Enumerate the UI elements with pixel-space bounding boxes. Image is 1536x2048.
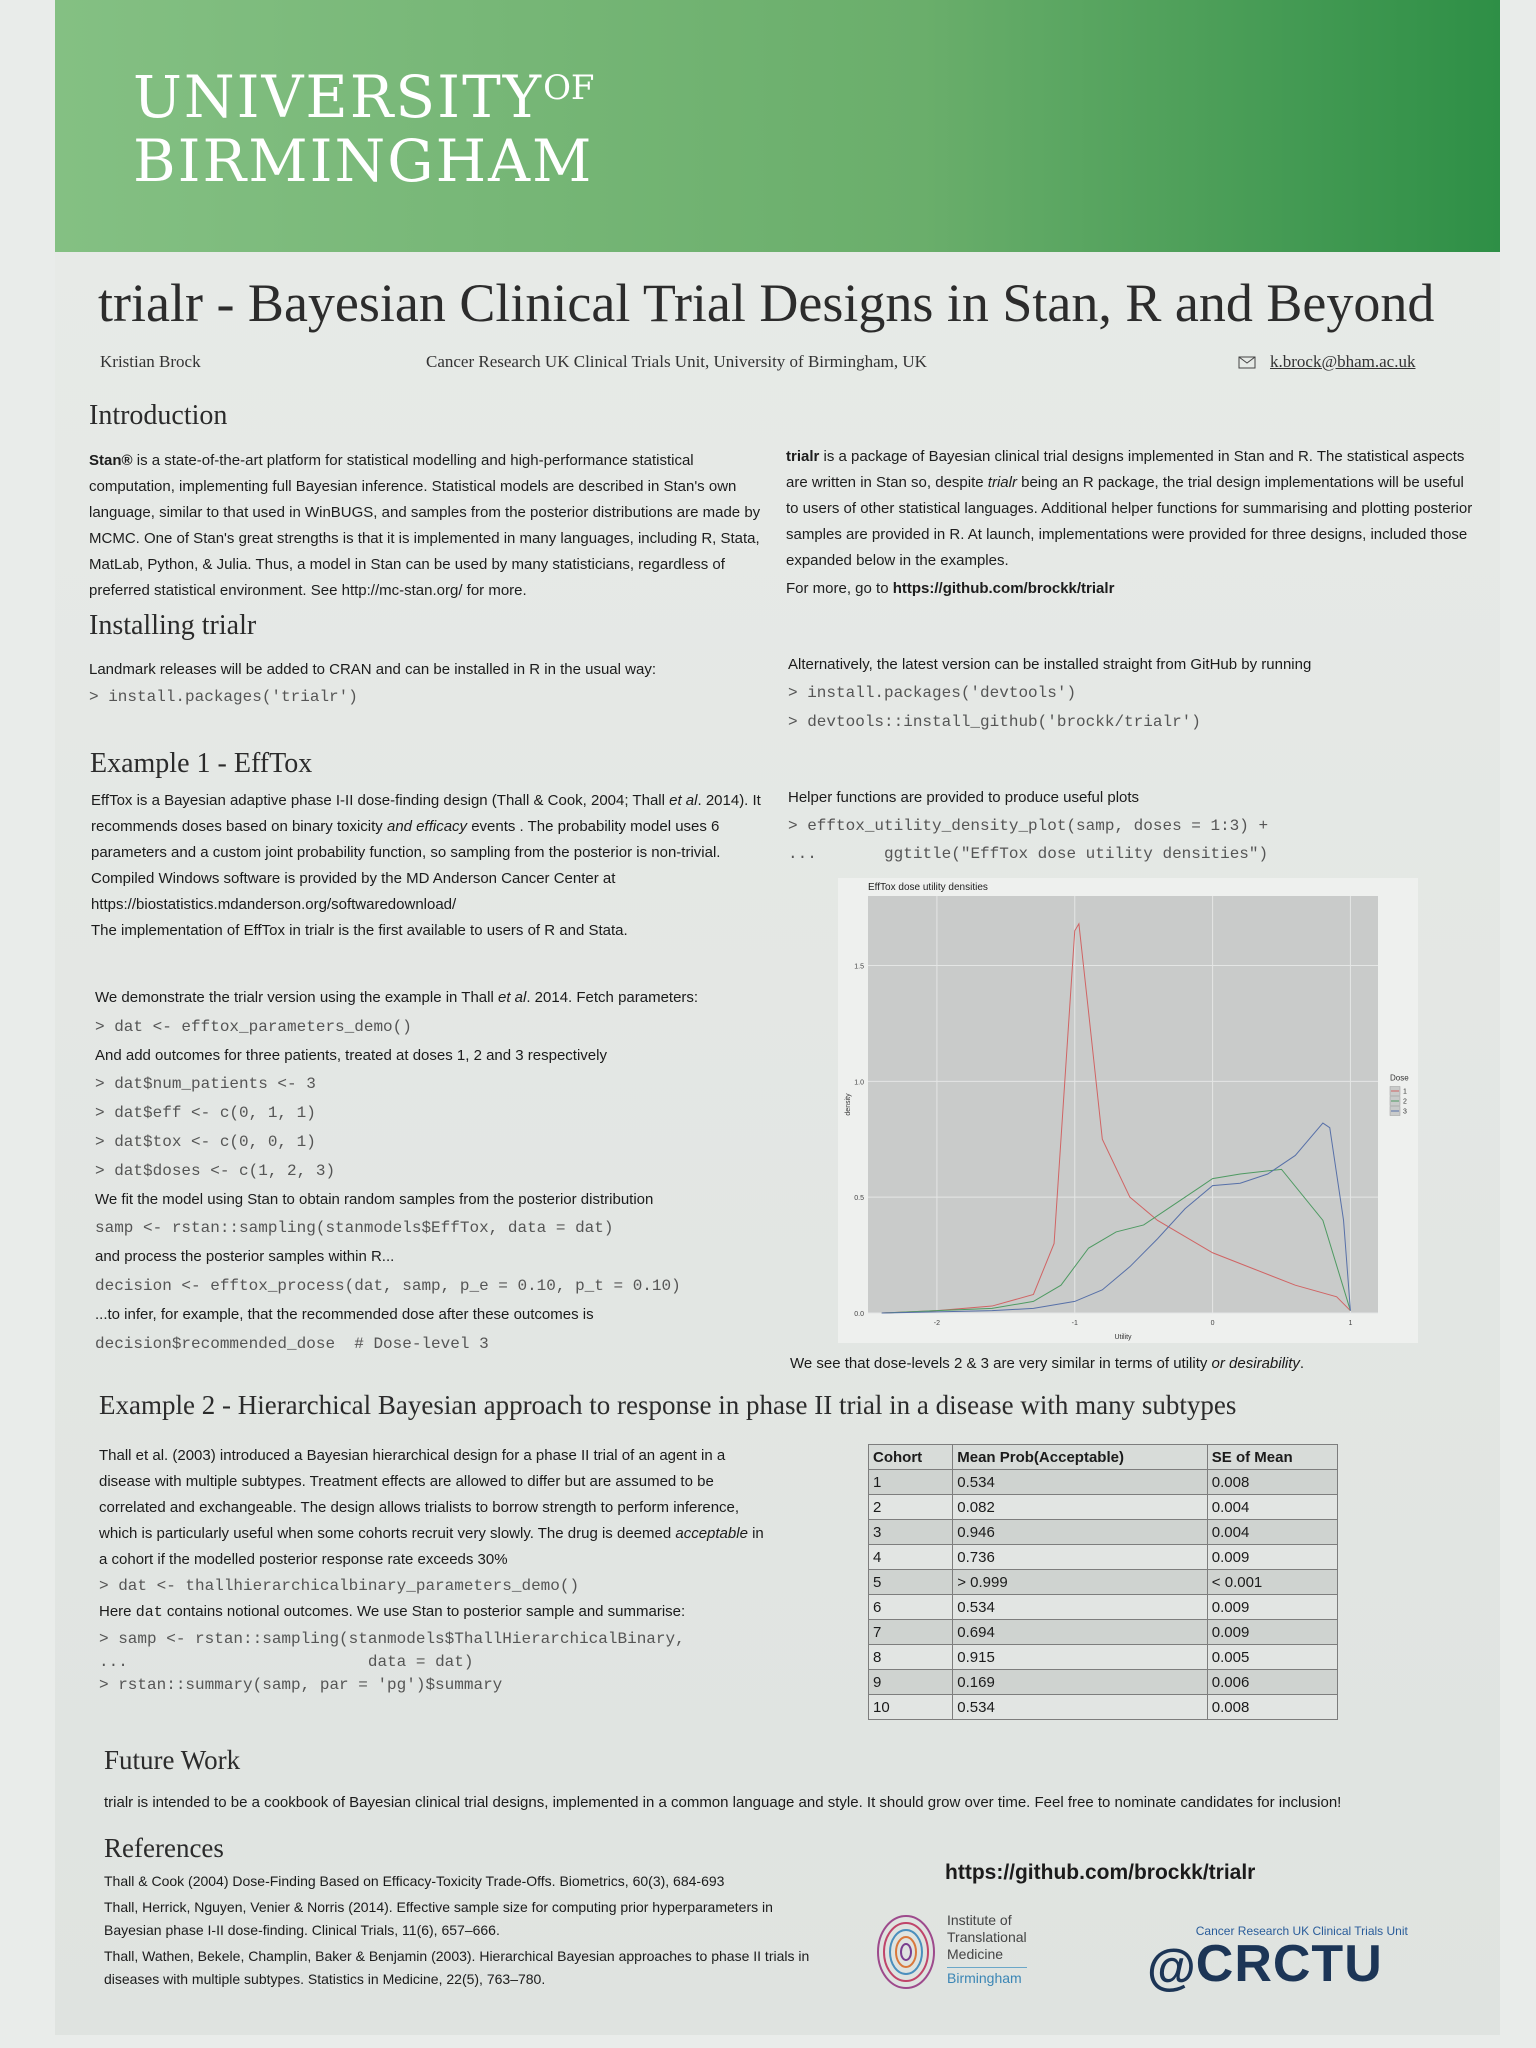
legend-label: 2	[1403, 1098, 1407, 1106]
github-link[interactable]: https://github.com/brockk/trialr	[892, 580, 1115, 597]
itm-line-3: Medicine	[947, 1946, 1004, 1962]
example2-p1-b: in a cohort if the modelled posterior response rate exceeds 30%	[99, 1525, 764, 1568]
table-cell: 1	[869, 1470, 953, 1495]
table-cell: 0.009	[1207, 1620, 1337, 1645]
poster	[55, 0, 1500, 2035]
install-devtools-code: > install.packages('devtools')	[788, 683, 1077, 702]
x-tick-label: -2	[933, 1320, 941, 1327]
example2-p2-b: contains notional outcomes. We use Stan to posterior sample and summarise:	[162, 1603, 686, 1620]
etal-italic-2: et al	[497, 989, 527, 1006]
logo-of: OF	[543, 68, 595, 108]
plot-panel	[868, 896, 1378, 1313]
table-cell: 10	[869, 1695, 953, 1720]
install-right-text: Alternatively, the latest version can be installed straight from GitHub by running	[788, 656, 1312, 673]
table-cell: 5	[869, 1570, 953, 1595]
example1-walkthrough	[95, 984, 795, 1358]
example1-intro	[91, 788, 771, 944]
table-cell: 8	[869, 1645, 953, 1670]
crctu-logo	[1147, 1924, 1408, 1995]
header-mean-prob: Mean Prob(Acceptable)	[953, 1445, 1208, 1470]
itm-text	[947, 1912, 1027, 1987]
logo-line-2: BIRMINGHAM	[133, 127, 594, 195]
dat-inline-code: dat	[135, 1604, 163, 1621]
x-tick-label: 1	[1348, 1320, 1353, 1327]
example1-p7: ...to infer, for example, that the recommended dose after these outcomes is	[95, 1305, 594, 1323]
install-left-text: Landmark releases will be added to CRAN and can be installed in R in the usual way:	[89, 661, 656, 678]
table-cell: 9	[869, 1670, 953, 1695]
efficacy-italic: and efficacy	[386, 818, 468, 835]
university-banner	[55, 0, 1500, 252]
etal-italic: et al	[669, 792, 698, 809]
example1-p1-a: EffTox is a Bayesian adaptive phase I-II dose-finding design (Thall & Cook, 2004; Thall	[91, 792, 670, 809]
code-fetch-params: > dat <- efftox_parameters_demo()	[95, 1017, 412, 1036]
table-cell: < 0.001	[1207, 1570, 1337, 1595]
efftox-chart	[838, 878, 1418, 1343]
table-row	[869, 1645, 1338, 1670]
header-cohort: Cohort	[869, 1445, 953, 1470]
example2-p1-a: Thall et al. (2003) introduced a Bayesian hierarchical design for a phase II trial of an agent in a disease with multiple subtypes. Treatment effects are allowed to differ but are assumed to be correlated and exchangeable. The design allows trialists to borrow strength to perform inference, which is particularly useful when some cohorts recruit very slowly. The drug is deemed	[99, 1447, 740, 1542]
intro-right-text-1: is a package of Bayesian clinical trial designs implemented in Stan and R. The statistical aspects are written in Stan so, despite	[786, 448, 1465, 491]
table-cell: 0.694	[953, 1620, 1208, 1645]
header-se: SE of Mean	[1207, 1445, 1337, 1470]
table-cell: 0.009	[1207, 1545, 1337, 1570]
future-heading: Future Work	[104, 1745, 241, 1775]
intro-left-paragraph	[89, 448, 779, 604]
intro-left-text: is a state-of-the-art platform for statistical modelling and high-performance statistical computation, implementing full Bayesian inference. Statistical models are described in Stan's own language, similar to that used in WinBUGS, and samples from the posterior distributions are made by MCMC. One of Stan's great strengths is that it is implemented in many languages, including R, Stata, MatLab, Python, & Julia. Thus, a model in Stan can be used by many statisticians, regardless of preferred statistical environment. See http://mc-stan.org/ for more.	[89, 452, 761, 599]
acceptable-italic: acceptable	[675, 1525, 748, 1542]
install-github-code: > devtools::install_github('brockk/trialr')	[788, 712, 1201, 731]
install-left	[89, 657, 779, 710]
code-eff: > dat$eff <- c(0, 1, 1)	[95, 1104, 316, 1123]
example1-p4: And add outcomes for three patients, treated at doses 1, 2 and 3 respectively	[95, 1046, 607, 1064]
code-continuation-prefix: ...	[99, 1653, 128, 1671]
intro-right-text-2: being an R package, the trial design implementations will be useful to users of other statistical languages. Additional helper functions for summarising and plotting posterior samples are provided in R. At launch, implementations were provided for three designs, included those expanded below in the examples.	[786, 474, 1473, 569]
table-header-row	[869, 1445, 1338, 1470]
reference-item: Thall, Herrick, Nguyen, Venier & Norris (2014). Effective sample size for computing prior hyperparameters in Bayesian phase I-II dose-finding. Clinical Trials, 11(6), 657–666.	[104, 1899, 773, 1938]
y-tick-label: 1.0	[854, 1079, 864, 1087]
more-prefix: For more, go to	[786, 580, 893, 597]
future-text: trialr is intended to be a cookbook of Bayesian clinical trial designs, implemented in a common language and style. It should grow over time. Feel free to nominate candidates for inclusion!	[104, 1794, 1342, 1811]
table-cell: 0.006	[1207, 1670, 1337, 1695]
table-cell: 0.082	[953, 1495, 1208, 1520]
intro-heading: Introduction	[89, 400, 228, 431]
table-cell: 2	[869, 1495, 953, 1520]
table-cell: 0.534	[953, 1470, 1208, 1495]
fingerprint-icon	[875, 1912, 937, 1992]
code-tox: > dat$tox <- c(0, 0, 1)	[95, 1132, 316, 1151]
footer-github-link[interactable]: https://github.com/brockk/trialr	[945, 1861, 1256, 1884]
example1-p1-b: . 2014). It recommends doses based on binary toxicity	[91, 792, 761, 835]
example1-p1-c: events . The probability model uses 6 parameters and a custom joint probability function, so sampling from the posterior is non-trivial. Compiled Windows software is provided by the MD Anderson Cancer Center at https://biostatistics.mdanderson.org/softwaredownload/	[91, 818, 721, 913]
code-num-patients: > dat$num_patients <- 3	[95, 1075, 316, 1094]
y-tick-label: 0.5	[854, 1195, 864, 1203]
table-cell: > 0.999	[953, 1570, 1208, 1595]
table-cell: 0.009	[1207, 1595, 1337, 1620]
table-cell: 0.005	[1207, 1645, 1337, 1670]
table-cell: 0.534	[953, 1695, 1208, 1720]
code-thall-params: > dat <- thallhierarchicalbinary_parameters_demo()	[99, 1577, 580, 1595]
table-cell: 0.915	[953, 1645, 1208, 1670]
logo-line-1: UNIVERSITY	[133, 63, 544, 131]
chart-title: EffTox dose utility densities	[868, 882, 988, 893]
example1-p2: The implementation of EffTox in trialr is the first available to users of R and Stata.	[91, 922, 628, 939]
reference-item: Thall, Wathen, Bekele, Champlin, Baker & Benjamin (2003). Hierarchical Bayesian approaches to phase II trials in diseases with multiple subtypes. Statistics in Medicine, 22(5), 763–780.	[104, 1948, 810, 1987]
code-decision: decision <- efftox_process(dat, samp, p_e = 0.10, p_t = 0.10)	[95, 1276, 681, 1295]
author-name: Kristian Brock	[100, 352, 201, 371]
table-row	[869, 1670, 1338, 1695]
reference-item: Thall & Cook (2004) Dose-Finding Based on Efficacy-Toxicity Trade-Offs. Biometrics, 60(3), 684-693	[104, 1873, 725, 1889]
helper-block	[788, 784, 1488, 868]
email-block	[1238, 352, 1415, 372]
table-cell: 0.004	[1207, 1520, 1337, 1545]
helper-text: Helper functions are provided to produce useful plots	[788, 789, 1140, 806]
x-axis-label: Utility	[1114, 1334, 1132, 1341]
install-right	[788, 652, 1478, 737]
itm-line-4: Birmingham	[947, 1967, 1027, 1987]
example1-heading: Example 1 - EffTox	[90, 748, 313, 779]
table-row	[869, 1620, 1338, 1645]
itm-line-2: Translational	[947, 1929, 1027, 1945]
itm-logo	[875, 1912, 1027, 1992]
table-cell: 6	[869, 1595, 953, 1620]
x-tick-label: 0	[1210, 1320, 1215, 1327]
trialr-italic: trialr	[987, 474, 1017, 491]
legend-label: 3	[1403, 1108, 1407, 1116]
efftox-chart-svg	[838, 878, 1418, 1343]
example1-conclusion	[790, 1351, 1490, 1378]
install-cran-code: > install.packages('trialr')	[89, 687, 358, 706]
stan-bold: Stan®	[89, 452, 133, 469]
at-symbol-icon: @	[1147, 1939, 1196, 1995]
legend-label: 1	[1403, 1088, 1407, 1096]
example1-p6: and process the posterior samples within R...	[95, 1248, 395, 1266]
table-row	[869, 1595, 1338, 1620]
cohort-table-body	[869, 1470, 1338, 1720]
email-link[interactable]: k.brock@bham.ac.uk	[1270, 352, 1416, 371]
conclusion-italic: or desirability	[1211, 1355, 1300, 1372]
intro-right-paragraph	[786, 444, 1476, 602]
code-recommended-dose: decision$recommended_dose # Dose-level 3	[95, 1334, 489, 1353]
itm-line-1: Institute of	[947, 1912, 1012, 1928]
table-row	[869, 1470, 1338, 1495]
code-summary: > rstan::summary(samp, par = 'pg')$summary	[99, 1676, 503, 1694]
table-cell: 0.008	[1207, 1695, 1337, 1720]
affiliation: Cancer Research UK Clinical Trials Unit, University of Birmingham, UK	[426, 352, 927, 371]
more-line	[786, 576, 1476, 602]
table-cell: 3	[869, 1520, 953, 1545]
example2-intro	[99, 1443, 771, 1698]
helper-code-2-prefix: ...	[788, 845, 817, 863]
table-cell: 7	[869, 1620, 953, 1645]
code-sampling: samp <- rstan::sampling(stanmodels$EffTox, data = dat)	[95, 1219, 614, 1238]
code-doses: > dat$doses <- c(1, 2, 3)	[95, 1161, 336, 1180]
y-tick-label: 1.5	[854, 963, 864, 971]
table-row	[869, 1545, 1338, 1570]
example2-p2-a: Here	[99, 1603, 136, 1620]
code-thall-sampling: > samp <- rstan::sampling(stanmodels$ThallHierarchicalBinary,	[99, 1630, 685, 1648]
table-cell: 0.946	[953, 1520, 1208, 1545]
table-row	[869, 1695, 1338, 1720]
references-heading: References	[104, 1833, 224, 1863]
conclusion-b: .	[1299, 1355, 1305, 1372]
table-cell: 0.736	[953, 1545, 1208, 1570]
table-cell: 4	[869, 1545, 953, 1570]
table-cell: 0.169	[953, 1670, 1208, 1695]
example1-p3-a: We demonstrate the trialr version using the example in Thall	[95, 989, 498, 1006]
y-tick-label: 0.0	[854, 1311, 864, 1318]
table-row	[869, 1495, 1338, 1520]
table-cell: 0.008	[1207, 1470, 1337, 1495]
table-row	[869, 1570, 1338, 1595]
cohort-table	[868, 1444, 1338, 1720]
references-list	[104, 1870, 824, 1991]
table-cell: 0.004	[1207, 1495, 1337, 1520]
envelope-icon	[1238, 356, 1256, 369]
university-logo	[133, 56, 595, 193]
helper-code-1: > efftox_utility_density_plot(samp, doses = 1:3) +	[788, 817, 1269, 835]
y-axis-label: density	[845, 1093, 852, 1116]
crctu-wordmark: CRCTU	[1195, 1935, 1383, 1993]
crctu-subtitle: Cancer Research UK Clinical Trials Unit	[1195, 1924, 1408, 1938]
trialr-bold: trialr	[786, 448, 820, 465]
helper-code-2: ggtitle("EffTox dose utility densities")	[884, 845, 1269, 863]
table-row	[869, 1520, 1338, 1545]
example1-p3-b: . 2014. Fetch parameters:	[526, 989, 699, 1006]
example2-heading: Example 2 - Hierarchical Bayesian approach to response in phase II trial in a disease with many subtypes	[99, 1390, 1237, 1420]
example1-p5: We fit the model using Stan to obtain random samples from the posterior distribution	[95, 1190, 654, 1208]
table-cell: 0.534	[953, 1595, 1208, 1620]
conclusion-a: We see that dose-levels 2 & 3 are very similar in terms of utility	[790, 1355, 1212, 1372]
legend-title: Dose	[1390, 1073, 1409, 1083]
code-thall-data: data = dat)	[367, 1653, 474, 1671]
install-heading: Installing trialr	[89, 610, 257, 641]
x-tick-label: -1	[1071, 1320, 1078, 1327]
poster-title: trialr - Bayesian Clinical Trial Designs in Stan, R and Beyond	[98, 273, 1435, 333]
